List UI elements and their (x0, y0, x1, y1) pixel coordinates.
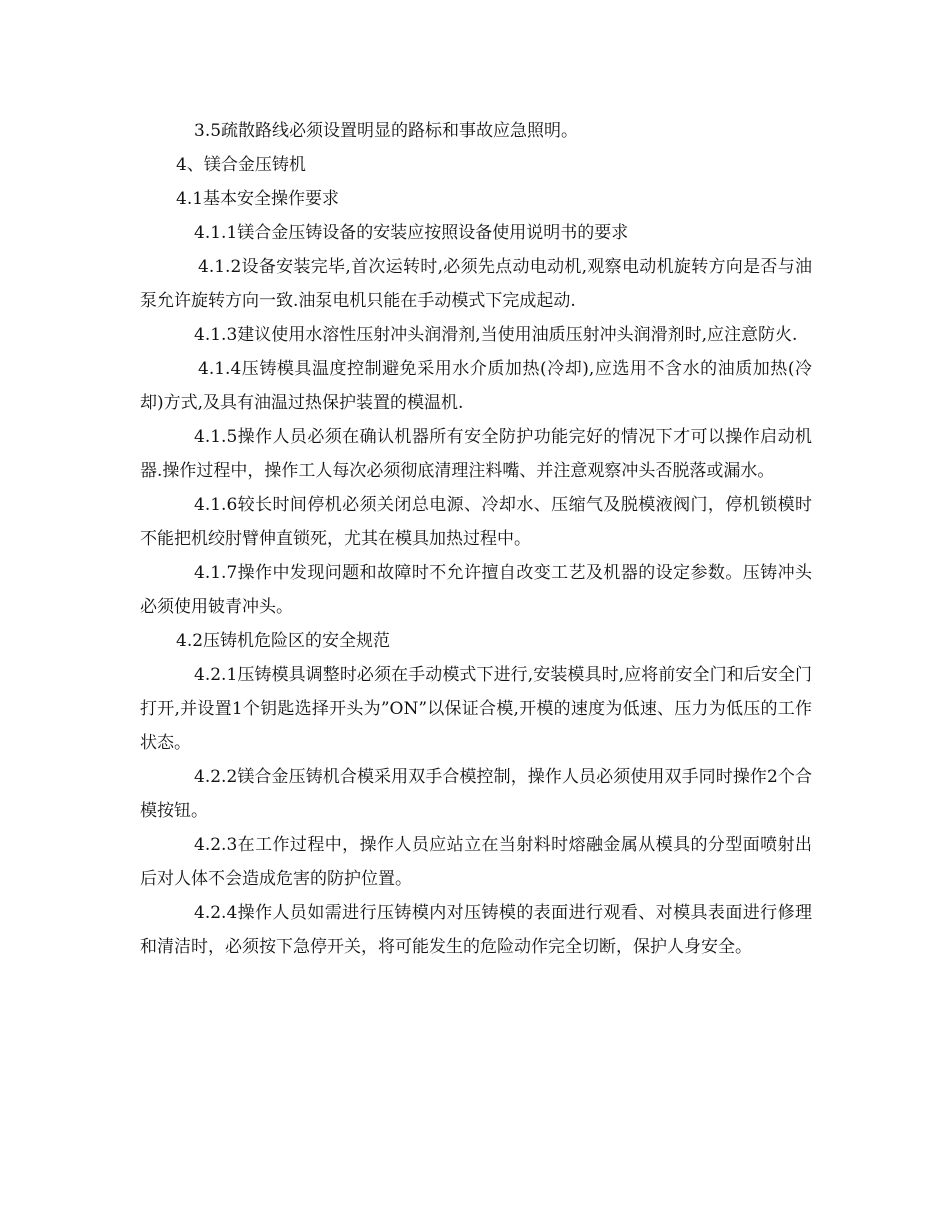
paragraph-4-1-3: 4.1.3建议使用水溶性压射冲头润滑剂,当使用油质压射冲头润滑剂时,应注意防火. (194, 325, 798, 345)
paragraph-4-2-4: 4.2.4操作人员如需进行压铸模内对压铸模的表面进行观看、对模具表面进行修理和清洁时，必须按下急停开关，将可能发生的危险动作完全切断，保护人身安全。 (140, 903, 812, 957)
paragraph-4-2-3: 4.2.3在工作过程中，操作人员应站立在当射料时熔融金属从模具的分型面喷射出后对人体不会造成危害的防护位置。 (140, 835, 812, 889)
document-body (140, 114, 812, 964)
paragraph-3-5: 3.5疏散路线必须设置明显的路标和事故应急照明。 (194, 121, 579, 141)
paragraph-4-1-4: 4.1.4压铸模具温度控制避免采用水介质加热(冷却),应选用不含水的油质加热(冷却)方式,及具有油温过热保护装置的模温机. (140, 359, 812, 413)
paragraph-4-1-6: 4.1.6较长时间停机必须关闭总电源、冷却水、压缩气及脱模液阀门，停机锁模时不能把机绞肘臂伸直锁死，尤其在模具加热过程中。 (140, 495, 812, 549)
paragraph-4-1-2: 4.1.2设备安装完毕,首次运转时,必须先点动电动机,观察电动机旋转方向是否与油泵允许旋转方向一致.油泵电机只能在手动模式下完成起动. (140, 257, 812, 311)
paragraph-4-1-5: 4.1.5操作人员必须在确认机器所有安全防护功能完好的情况下才可以操作启动机器.操作过程中，操作工人每次必须彻底清理注料嘴、并注意观察冲头否脱落或漏水。 (140, 427, 812, 481)
section-heading-4: 4、镁合金压铸机 (176, 155, 306, 175)
paragraph-4-2-2: 4.2.2镁合金压铸机合模采用双手合模控制，操作人员必须使用双手同时操作2个合模按钮。 (140, 767, 812, 821)
subsection-heading-4-2: 4.2压铸机危险区的安全规范 (176, 631, 391, 651)
paragraph-4-1-1: 4.1.1镁合金压铸设备的安装应按照设备使用说明书的要求 (194, 223, 629, 243)
paragraph-4-2-1: 4.2.1压铸模具调整时必须在手动模式下进行,安装模具时,应将前安全门和后安全门打开,并设置1个钥匙选择开头为”ON”以保证合模,开模的速度为低速、压力为低压的工作状态。 (140, 665, 812, 753)
paragraph-4-1-7: 4.1.7操作中发现问题和故障时不允许擅自改变工艺及机器的设定参数。压铸冲头必须使用铍青冲头。 (140, 563, 812, 617)
subsection-heading-4-1: 4.1基本安全操作要求 (176, 189, 340, 209)
